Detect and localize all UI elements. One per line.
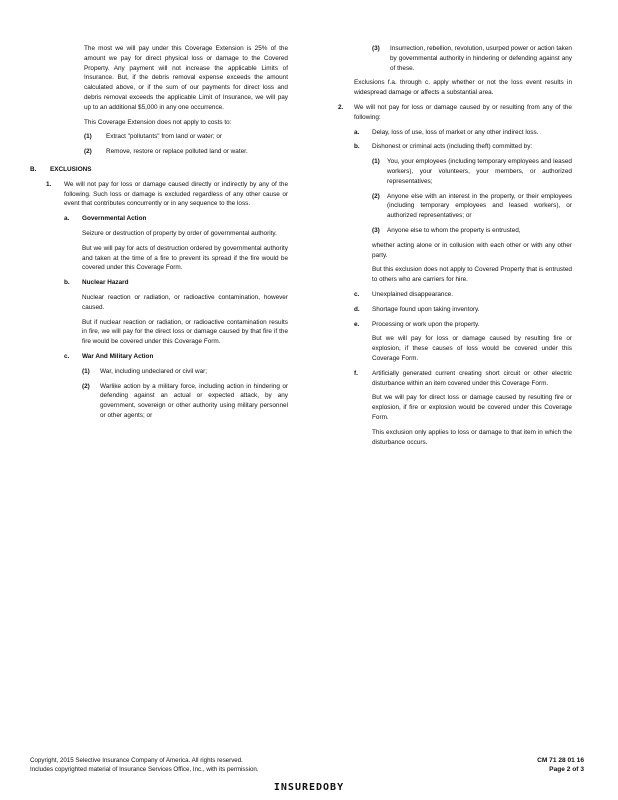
list-marker: (2) <box>372 192 380 200</box>
list-text: Unexplained disappearance. <box>372 290 454 298</box>
subheading-title: Governmental Action <box>82 215 147 223</box>
list-text: Anyone else with an interest in the property, or their employees (including temporary employees and leased workers), or authorized representatives; or <box>387 192 572 220</box>
subheading <box>64 278 288 288</box>
list-marker: a. <box>64 215 70 223</box>
left-column <box>30 44 288 421</box>
list-item <box>82 367 288 377</box>
list-item <box>354 305 572 315</box>
list-marker: (2) <box>82 382 90 390</box>
list-item <box>338 103 572 123</box>
subheading <box>64 214 288 224</box>
section-title: EXCLUSIONS <box>50 165 92 173</box>
form-number: CM 71 28 01 16 <box>537 757 584 764</box>
list-item <box>372 192 572 221</box>
list-marker: b. <box>354 143 360 151</box>
list-text: Extract "pollutants" from land or water; or <box>106 133 223 141</box>
right-column <box>338 44 572 447</box>
list-item <box>354 142 572 152</box>
list-text: Dishonest or criminal acts (including theft) committed by: <box>372 143 533 151</box>
list-marker: (3) <box>372 45 380 52</box>
paragraph: But we will pay for direct loss or damage caused by resulting fire or explosion, if fire or explosion would be covered under this Coverage Form. <box>372 394 572 421</box>
list-text: Artificially generated current creating short circuit or other electric disturbance within an item covered under this Coverage Form. <box>372 369 572 387</box>
paragraph: But we will pay for acts of destruction ordered by governmental authority and taken at the time of a fire to prevent its spread if the fire would be covered under this Coverage Form. <box>82 244 288 272</box>
list-text: Shortage found upon taking inventory. <box>372 305 480 313</box>
list-item <box>82 382 288 421</box>
list-marker: f. <box>354 369 358 377</box>
paragraph: But this exclusion does not apply to Covered Property that is entrusted to others who are carriers for hire. <box>372 266 572 284</box>
list-item <box>372 157 572 186</box>
footer-copyright <box>30 756 390 774</box>
list-text: Insurrection, rebellion, revolution, usurped power or action taken by governmental authority in hindering or defending against any of these. <box>390 45 572 72</box>
paragraph: whether acting alone or in collusion with each other or with any other party. <box>372 241 572 259</box>
paragraph: This exclusion only applies to loss or damage to that item in which the disturbance occurs. <box>372 428 572 446</box>
list-item <box>46 180 288 209</box>
section-heading <box>30 165 288 175</box>
list-marker: e. <box>354 320 360 328</box>
copyright-line: Copyright, 2015 Selective Insurance Company of America. All rights reserved. <box>30 757 243 764</box>
list-item <box>84 147 288 157</box>
list-text: We will not pay for loss or damage caused by or resulting from any of the following: <box>354 103 572 121</box>
list-marker: a. <box>354 128 360 136</box>
subheading-title: War And Military Action <box>82 352 154 360</box>
subheading-title: Nuclear Hazard <box>82 279 129 287</box>
brand-watermark: INSUREDOBY <box>273 782 345 793</box>
exclusions-scope-paragraph: Exclusions f.a. through c. apply whether or not the loss event results in widespread damage or affects a substantial area. <box>354 79 572 97</box>
paragraph: But we will pay for loss or damage caused by resulting fire or explosion, if these causes of loss would be covered under this Coverage Form. <box>372 335 572 362</box>
list-item <box>354 290 572 300</box>
subheading <box>64 352 288 362</box>
list-marker: (1) <box>82 367 90 375</box>
paragraph: Nuclear reaction or radiation, or radioactive contamination, however caused. <box>82 293 288 311</box>
list-marker: (2) <box>84 148 92 156</box>
list-text: Delay, loss of use, loss of market or any other indirect loss. <box>372 128 539 136</box>
list-item <box>354 320 572 330</box>
list-marker: c. <box>64 352 70 360</box>
list-item <box>354 369 572 389</box>
list-item <box>84 132 288 142</box>
list-text: You, your employees (including temporary employees and leased workers), your volunteers, your members, or authorized representatives; <box>387 158 572 185</box>
list-marker: 1. <box>46 180 52 188</box>
list-text: Processing or work upon the property. <box>372 320 480 328</box>
section-marker: B. <box>30 165 37 173</box>
list-text: War, including undeclared or civil war; <box>100 367 208 375</box>
extension-not-apply-paragraph: This Coverage Extension does not apply to costs to: <box>84 118 232 126</box>
paragraph: But if nuclear reaction or radiation, or radioactive contamination results in fire, we will pay for the direct loss or damage caused by that fire if the fire would be covered under this Coverage Form. <box>82 318 288 346</box>
list-marker: c. <box>354 290 360 298</box>
list-marker: (1) <box>84 133 92 141</box>
list-item <box>354 128 572 138</box>
list-item <box>372 44 572 73</box>
list-marker: d. <box>354 305 360 313</box>
list-text: Anyone else to whom the property is entrusted, <box>387 226 521 234</box>
list-marker: 2. <box>338 103 344 111</box>
list-marker: b. <box>64 279 70 287</box>
includes-line: Includes copyrighted material of Insurance Services Office, Inc., with its permission. <box>30 766 259 773</box>
list-text: Remove, restore or replace polluted land or water. <box>106 148 248 156</box>
debris-limit-paragraph: The most we will pay under this Coverage Extension is 25% of the amount we pay for direct physical loss or damage to the Covered Property. Any payment will not increase the applicable Limits of Insurance. But, if the debris removal expense exceeds the amount calculated above, or if the sum of our payments for direct loss and debris removal exceeds the applicable Limit of Insurance, we will pay up to an additional $5,000 in any one occurrence. <box>84 45 288 111</box>
list-marker: (1) <box>372 158 380 166</box>
list-marker: (3) <box>372 226 380 234</box>
list-item <box>372 226 572 236</box>
paragraph: Seizure or destruction of property by order of governmental authority. <box>82 229 277 237</box>
list-text: We will not pay for loss or damage caused directly or indirectly by any of the following. Such loss or damage is excluded regardless of any other cause or event that contributes concurrently or in any sequence to the loss. <box>64 180 288 208</box>
footer-form-info <box>494 756 584 774</box>
page-number: Page 2 of 3 <box>549 766 584 773</box>
list-text: Warlike action by a military force, including action in hindering or defending against an actual or expected attack, by any government, sovereign or other authority using military personnel or other agents; or <box>100 382 288 419</box>
